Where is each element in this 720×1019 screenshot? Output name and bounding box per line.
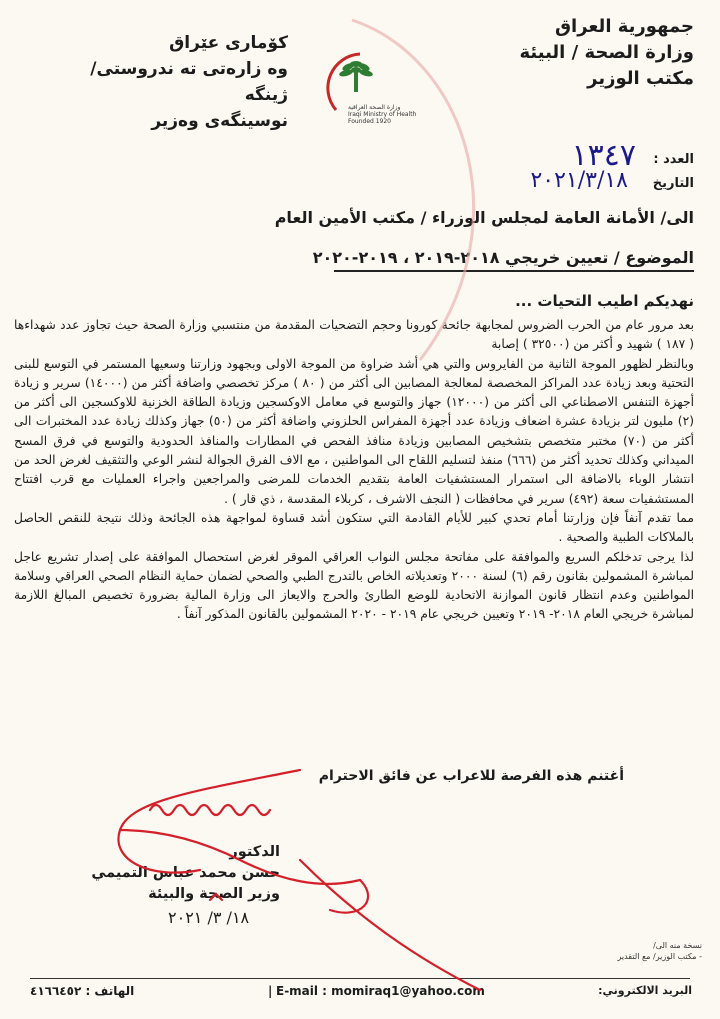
logo-caption: [348, 104, 444, 125]
footer-email-label: البريد الالكتروني:: [598, 984, 692, 997]
footer-separator: |: [268, 984, 273, 998]
signature-block: [80, 842, 280, 905]
letter-subject: الموضوع / تعيين خريجي ٢٠١٨-٢٠١٩ ، ٢٠١٩-٢٠٢٠: [312, 248, 694, 267]
footer-phone: الهاتف : ٤١٦٦٤٥٢: [30, 984, 135, 998]
signer-position: وزير الصحة والبيئة: [148, 886, 280, 902]
footer-email[interactable]: E-mail : momiraq1@yahoo.com: [276, 984, 485, 998]
header-line-office: مكتب الوزير: [587, 68, 694, 89]
reference-date-label: التاريخ: [652, 176, 694, 191]
header-kurdish-line-office: نوسینگەی وەزیر: [151, 111, 288, 131]
header-line-ministry: وزارة الصحة / البيئة: [519, 42, 694, 63]
copy-to-line: - مكتب الوزير/ مع التقدير: [617, 952, 702, 961]
signer-title: الدكتور: [229, 844, 280, 860]
reference-number-label: العدد :: [653, 152, 694, 167]
letter-body: [14, 316, 694, 625]
greeting: نهديكم اطيب التحيات ...: [515, 292, 694, 310]
body-paragraph: لذا يرجى تدخلكم السريع والموافقة على مفاتحة مجلس النواب العراقي الموقر لغرض استحصال الموافقة على إصدار تشريع عاجل لمباشرة المشمولين بقانون رقم (٦) لسنة ٢٠٠٠ وتعديلاته الخاص بالتدرج الطبي والصحي لضمان حماية النظام الصحي العراقي وسلامة المواطنين وعدم انتظار قانون الموازنة الاتحادية للوضع الطارئ والحرج والايعاز الى وزارة المالية بضرورة تخصيص المبالغ اللازمة لمباشرة خريجي العام ٢٠١٨- ٢٠١٩ وتعيين خريجي عام ٢٠١٩ - ٢٠٢٠ المشمولين بالقانون المذكور آنفاً .: [14, 549, 694, 622]
logo-caption-english: Iraqi Ministry of Health: [348, 111, 417, 118]
closing-remark: أغتنم هذه الفرصة للاعراب عن فائق الاحترام: [318, 768, 624, 784]
recipient-address: الى/ الأمانة العامة لمجلس الوزراء / مكتب الأمين العام: [274, 208, 694, 227]
logo-caption-founded: Founded 1920: [348, 118, 391, 125]
copy-to-heading: نسخة منه الى/: [653, 941, 702, 950]
ministry-header-kurdish: [58, 30, 288, 134]
body-paragraph: مما تقدم آنفاً فإن وزارتنا أمام تحدي كبير للأيام القادمة التي ستكون أشد قساوة لمواجهة هذه الجائحة وذلك نتيجة للنقص الحاصل بالملاكات الطبية والصحية .: [14, 510, 694, 545]
copy-to: [522, 940, 702, 962]
ministry-header-arabic: [484, 14, 694, 92]
header-line-country: جمهورية العراق: [554, 16, 694, 37]
header-kurdish-line-ministry: وه زارەتی ته ندروستی/ ژینگه: [90, 59, 288, 105]
reference-number-value: ١٣٤٧: [571, 138, 636, 173]
body-paragraph: وبالنظر لظهور الموجة الثانية من الفايروس والتي هي أشد ضراوة من الموجة الاولى وبجهود وزارتنا وسعيها المستمر في التوسع للبنى التحتية وبعد زيادة عدد المراكز المخصصة لمعالجة المصابين الى أكثر من ( ٨٠ ) مركز تخصصي واضافة أكثر من (١٤٠٠٠) سرير و زيادة أجهزة التنفس الاصطناعي الى أكثر من (١٢٠٠٠) جهاز والتوسع في معامل الاوكسجين وزيادة الطاقة الخزنية للاوكسجين الى أكثر من (٢) مليون لتر بزيادة عشرة اضعاف وزيادة عدد أجهزة المفراس الحلزوني واضافة أكثر من (٥٠) جهاز وكذلك زيادة عدد المختبرات الى أكثر من (٧٠) مختبر متخصص بتشخيص المصابين وزيادة منافذ الفحص في المطارات والمنافذ الحدودية والتوسع في فرق المسح الميداني وكذلك تحديد أكثر من (٦٦٦) منفذ لتسليم اللقاح الى المواطنين ، مع الاف الفرق الجوالة لنشر الوعي والتثقيف لغرض الحد من انتشار الوباء بالاضافة الى استمرار المستشفيات العامة بتقديم الخدمات للمرضى والمراجعين واجراء العمليات مع قرب افتتاح المستشفيات سعة (٤٩٢) سرير في محافظات ( النجف الاشرف ، كربلاء المقدسة ، ذي قار ) .: [14, 356, 694, 506]
subject-underline: [334, 270, 694, 272]
header-kurdish-line-country: کۆماری عێراق: [169, 33, 288, 53]
footer-divider: [30, 978, 690, 979]
signer-name: حسن محمد عباس التميمي: [91, 865, 280, 881]
signature-date: ١٨/ ٣/ ٢٠٢١: [168, 908, 250, 927]
body-paragraph: بعد مرور عام من الحرب الضروس لمجابهة جائحة كورونا وحجم التضحيات المقدمة من منتسبي وزارة الصحة حيث تجاوز عدد شهداءها ( ١٨٧ ) شهيد و أكثر من (٣٢٥٠٠ ) إصابة: [14, 318, 694, 352]
logo-caption-arabic: وزارة الصحة العراقية: [348, 104, 401, 111]
reference-date-value: ٢٠٢١/٣/١٨: [530, 168, 628, 193]
